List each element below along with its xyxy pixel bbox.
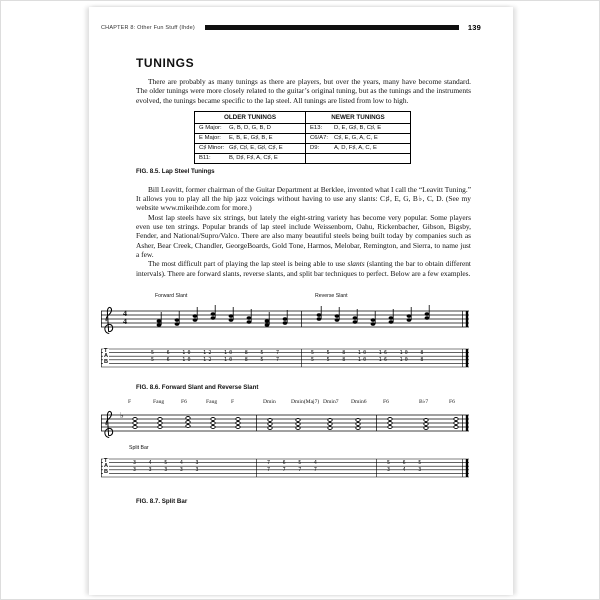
chord-label: Dmin7	[323, 398, 339, 405]
reverse-slant-label: Reverse Slant	[315, 292, 348, 299]
tuning-notes: E, B, E, G♯, B, E	[229, 135, 273, 142]
tab-numbers: 3 4 5 4 3	[133, 459, 201, 466]
tab-numbers: 7 7 7 7	[267, 466, 320, 473]
tuning-label: C♯ Minor:	[199, 145, 225, 152]
section-title: TUNINGS	[136, 56, 195, 70]
tab-numbers: 5 5 8 10 16 10 8	[311, 349, 426, 356]
tuning-label: C6/A7:	[310, 135, 329, 142]
chapter-heading: CHAPTER 8: Other Fun Stuff (Ihde)	[101, 24, 195, 31]
chord-label: F	[128, 398, 132, 405]
tuning-notes: A, D, F♯, A, C, E	[334, 145, 377, 152]
paragraph-brands: Most lap steels have six strings, but lately the eight-string variety has become very popular. Some players even use ten strings. Popular brands of lap steel include Weissenborn, Oahu, Rickenbacher, Gibson, Bigsby, Fender, and National/Supro/Valco. There are also many beautiful steels being built today by companies such as Asher, Bear Creek, Chandler, GeorgeBoards, Gold Tone, Harmos, Melobar, Remington, and Sierra, to name just a few.	[136, 212, 471, 259]
chord-label: B♭7	[419, 398, 429, 405]
table-row	[195, 143, 411, 153]
tab-clef: T A B	[104, 457, 109, 475]
key-signature-flat: ♭	[120, 410, 124, 420]
newer-tunings-header: NEWER TUNINGS	[306, 111, 411, 123]
fig87-caption: FIG. 8.7. Split Bar	[136, 497, 188, 505]
chord-label: F6	[449, 398, 455, 405]
table-row	[195, 123, 411, 133]
time-signature-bottom: 4	[123, 316, 127, 326]
forward-slant-label: Forward Slant	[155, 292, 188, 299]
chord-label: F6	[181, 398, 187, 405]
tuning-notes: D, E, G♯, B, C♯, E	[334, 125, 382, 132]
chord-label: Faug	[153, 398, 165, 405]
tuning-label: E13:	[310, 125, 323, 132]
chord-label: Dmin(Maj7)	[291, 398, 320, 405]
tab-numbers: 3 3 3 3 3	[133, 466, 201, 473]
page-header	[101, 23, 481, 32]
tuning-notes: C♯, E, G, A, C, E	[334, 135, 378, 142]
paragraph-slants-italic: slants	[347, 259, 365, 269]
page-sheet	[89, 7, 513, 595]
fig86-caption: FIG. 8.6. Forward Slant and Reverse Slant	[136, 383, 259, 391]
paragraph-intro: There are probably as many tunings as there are players, but over the years, many have become standard. The older tunings were more closely related to the guitar’s original tuning, but as the tunings and the instruments evolved, the tunings became specific to the lap steel. All tunings are listed from low to high.	[136, 77, 471, 105]
page-number: 139	[467, 23, 481, 32]
fig87-music-example	[101, 399, 473, 495]
tunings-table	[194, 111, 411, 164]
table-row	[195, 153, 411, 163]
fig87-staff-svg	[101, 407, 473, 441]
chord-label: F6	[383, 398, 389, 405]
table-row	[195, 133, 411, 143]
chord-label: Faug	[206, 398, 218, 405]
paragraph-leavitt: Bill Leavitt, former chairman of the Guitar Department at Berklee, invented what I call the “Leavitt Tuning.” It allows you to play all the hip jazz voicings without having to use any slants: C♯, E, G, B♭, C, D. (See my website www.mikeihde.com for more.)	[136, 184, 471, 213]
tab-numbers: 5 6 5	[387, 459, 424, 466]
paragraph-slants-pre: The most difficult part of playing the lap steel is being able to use	[148, 259, 348, 269]
tab-clef: T A B	[104, 347, 109, 365]
tab-numbers: 5 6 10 12 10 8 5 7	[151, 349, 282, 356]
tuning-label: E Major:	[199, 135, 221, 142]
paragraph-slants-post: (slanting the bar to obtain different intervals). There are forward slants, reverse slants, and split bar techniques to perfect. Below are a few examples.	[136, 259, 471, 278]
tuning-notes: G, B, D, G, B, D	[229, 125, 271, 132]
chord-label: Dmin6	[351, 398, 367, 405]
time-signature-top: 4	[123, 308, 127, 318]
table-header-row	[195, 111, 411, 123]
chord-label: Dmin	[263, 398, 276, 405]
fig86-music-example	[101, 291, 473, 381]
paragraph-slants	[136, 259, 471, 278]
header-rule-bar	[205, 25, 459, 30]
tuning-notes: B, D♯, F♯, A, C♯, E	[229, 155, 278, 162]
tab-numbers: 5 6 10 12 10 8 5 7	[151, 356, 282, 363]
older-tunings-header: OLDER TUNINGS	[195, 111, 306, 123]
fig86-staff-svg	[101, 303, 473, 337]
split-bar-label: Split Bar	[129, 444, 149, 451]
chord-label: F	[231, 398, 235, 405]
tuning-label: B11:	[199, 155, 211, 162]
tab-numbers: 5 5 8 10 16 10 8	[311, 356, 426, 363]
tab-numbers: 7 6 5 4	[267, 459, 320, 466]
tuning-label: G Major:	[199, 125, 222, 132]
tuning-label: D9:	[310, 145, 320, 152]
tab-numbers: 3 4 3	[387, 466, 424, 473]
page-content	[104, 56, 471, 505]
tuning-notes: G♯, C♯, E, G♯, C♯, E	[229, 145, 283, 152]
fig85-caption: FIG. 8.5. Lap Steel Tunings	[136, 167, 215, 175]
